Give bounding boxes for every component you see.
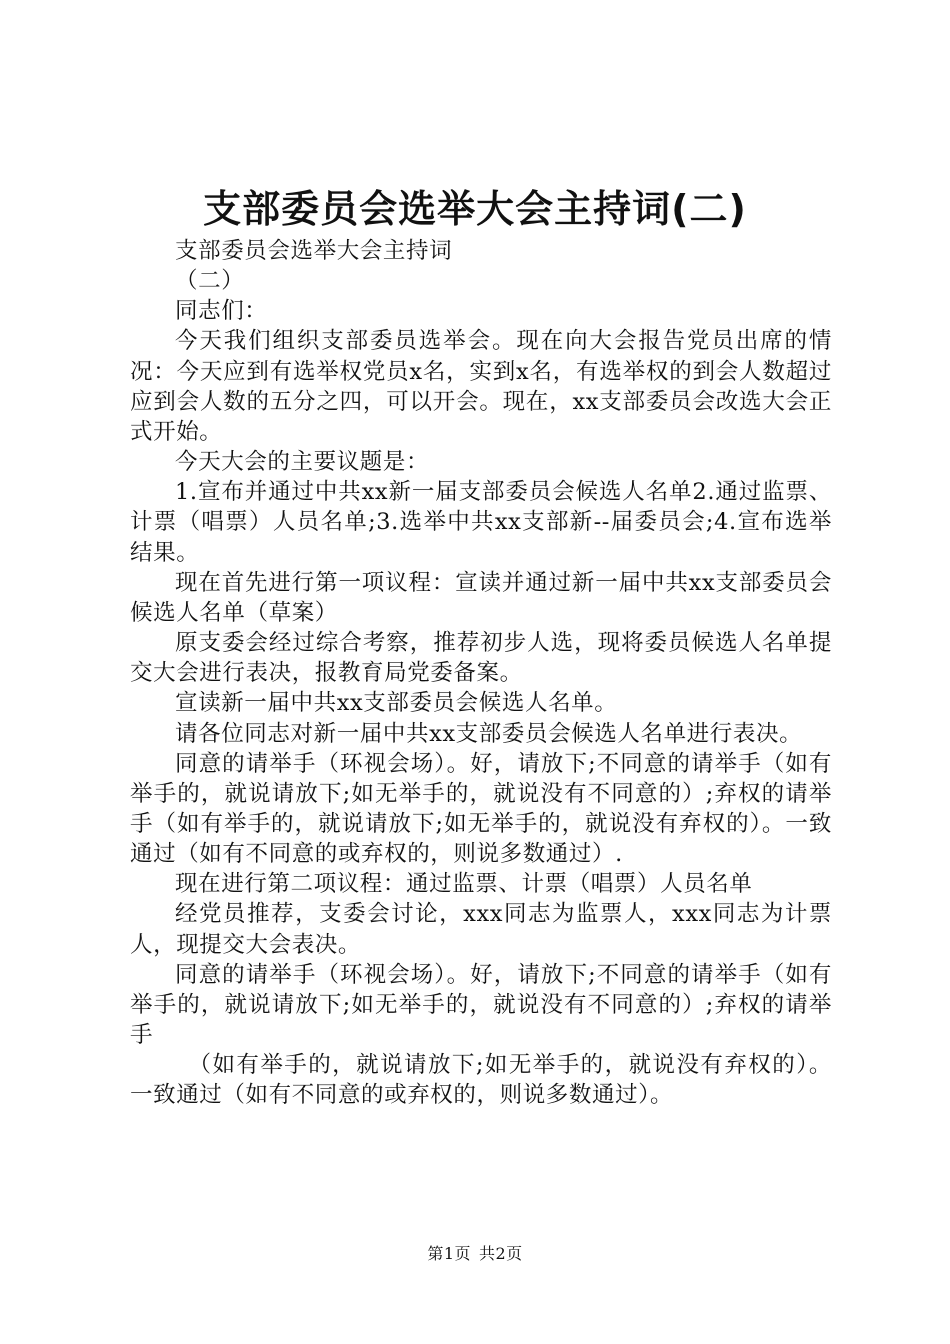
paragraph-teller-proposal: 经党员推荐，支委会讨论，xxx同志为监票人，xxx同志为计票人，现提交大会表决。 bbox=[130, 901, 832, 958]
paragraph-vote-request: 请各位同志对新一届中共xx支部委员会候选人名单进行表决。 bbox=[175, 720, 803, 747]
page-footer bbox=[0, 1244, 950, 1264]
paragraph-vote-procedure-2-cont: （如有举手的，就说请放下;如无举手的，就说没有弃权的）。一致通过（如有不同意的或弃权的，则说多数通过）。 bbox=[130, 1052, 832, 1109]
paragraph-agenda-items: 1.宣布并通过中共xx新一届支部委员会候选人名单2.通过监票、计票（唱票）人员名单;3.选举中共xx支部新--届委员会;4.宣布选举结果。 bbox=[130, 479, 832, 566]
paragraph-subtitle-number: （二） bbox=[175, 268, 245, 295]
paragraph-first-item: 现在首先进行第一项议程：宣读并通过新一届中共xx支部委员会候选人名单（草案） bbox=[130, 569, 832, 626]
document-body bbox=[130, 236, 832, 1111]
document-title: 支部委员会选举大会主持词(二) bbox=[203, 187, 747, 231]
paragraph-subtitle: 支部委员会选举大会主持词 bbox=[175, 238, 453, 264]
paragraph-vote-procedure-1: 同意的请举手（环视会场）。好，请放下;不同意的请举手（如有举手的，就说请放下;如无举手的，就说没有不同意的）;弃权的请举手（如有举手的，就说请放下;如无举手的，就说没有弃权的）。一致通过（如有不同意的或弃权的，则说多数通过）. bbox=[130, 750, 832, 868]
page-number: 第1页 bbox=[427, 1244, 471, 1263]
paragraph-agenda-intro: 今天大会的主要议题是： bbox=[175, 449, 430, 476]
page-total: 共2页 bbox=[479, 1244, 523, 1263]
paragraph-second-item: 现在进行第二项议程：通过监票、计票（唱票）人员名单 bbox=[175, 871, 753, 898]
paragraph-vote-procedure-2: 同意的请举手（环视会场）。好，请放下;不同意的请举手（如有举手的，就说请放下;如无举手的，就说没有不同意的）;弃权的请举手 bbox=[130, 961, 832, 1049]
paragraph-read-list: 宣读新一届中共xx支部委员会候选人名单。 bbox=[175, 690, 618, 717]
paragraph-opening: 今天我们组织支部委员选举会。现在向大会报告党员出席的情况：今天应到有选举权党员x名，实到x名，有选举权的到会人数超过应到会人数的五分之四，可以开会。现在，xx支部委员会改选大会正式开始。 bbox=[130, 328, 832, 445]
paragraph-greeting: 同志们： bbox=[175, 298, 268, 325]
paragraph-candidate-proposal: 原支委会经过综合考察，推荐初步人选，现将委员候选人名单提交大会进行表决，报教育局党委备案。 bbox=[130, 630, 832, 687]
